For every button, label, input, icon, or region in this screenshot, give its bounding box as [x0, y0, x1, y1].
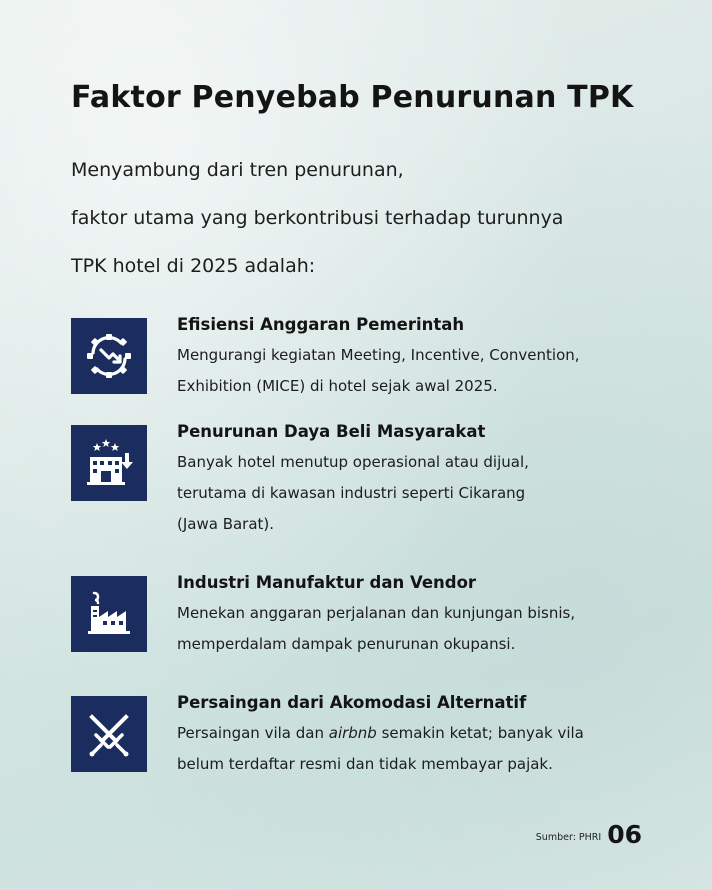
- intro-text: [71, 146, 671, 290]
- description-line: Banyak hotel menutup operasional atau dijual,: [177, 453, 529, 471]
- description-line: terutama di kawasan industri seperti Cikarang: [177, 484, 526, 502]
- intro-line: Menyambung dari tren penurunan,: [71, 159, 404, 181]
- airbnb-term: airbnb: [328, 724, 377, 742]
- factor-title: Efisiensi Anggaran Pemerintah: [177, 315, 465, 334]
- intro-line: faktor utama yang berkontribusi terhadap turunnya: [71, 207, 564, 229]
- factor-description: [177, 594, 677, 660]
- factor-description: [177, 443, 677, 540]
- page-title: Faktor Penyebab Penurunan TPK: [71, 80, 634, 115]
- description-line: belum terdaftar resmi dan tidak membayar pajak.: [177, 755, 553, 773]
- crossed-swords-icon: [71, 696, 147, 772]
- factor-title: Penurunan Daya Beli Masyarakat: [177, 422, 486, 441]
- factor-description: [177, 336, 677, 402]
- description-line: (Jawa Barat).: [177, 515, 275, 533]
- source-label: Sumber: PHRI: [535, 832, 602, 843]
- factory-icon: [71, 576, 147, 652]
- description-line: Persaingan vila dan: [177, 724, 329, 742]
- factor-title: Industri Manufaktur dan Vendor: [177, 573, 477, 592]
- page-number: 06: [607, 820, 642, 849]
- description-line: semakin ketat; banyak vila: [376, 724, 584, 742]
- description-line: Mengurangi kegiatan Meeting, Incentive, Convention,: [177, 346, 580, 364]
- description-line: Exhibition (MICE) di hotel sejak awal 2025.: [177, 377, 498, 395]
- description-line: Menekan anggaran perjalanan dan kunjungan bisnis,: [177, 604, 576, 622]
- intro-line: TPK hotel di 2025 adalah:: [71, 255, 316, 277]
- footer: [536, 820, 642, 849]
- factor-title: Persaingan dari Akomodasi Alternatif: [177, 693, 527, 712]
- factor-description: [177, 714, 677, 780]
- description-line: memperdalam dampak penurunan okupansi.: [177, 635, 516, 653]
- gear-arrow-down-icon: [71, 318, 147, 394]
- hotel-stars-down-icon: [71, 425, 147, 501]
